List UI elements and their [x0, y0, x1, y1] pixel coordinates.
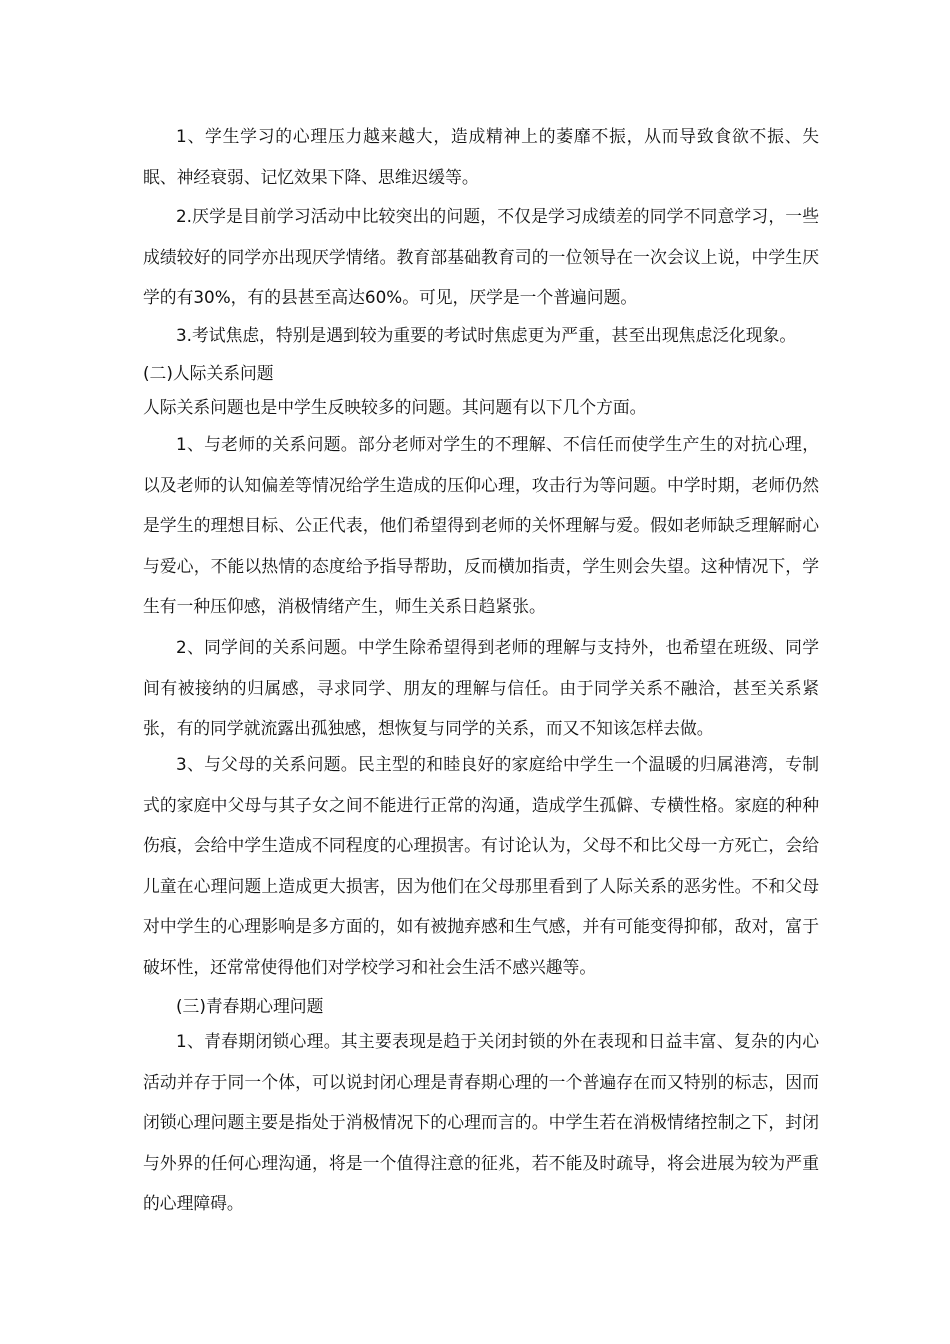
paragraph-adolescent-closure: 1、青春期闭锁心理。其主要表现是趋于关闭封锁的外在表现和日益丰富、复杂的内心活动并存于同一个体，可以说封闭心理是青春期心理的一个普遍存在而又特别的标志，因而闭锁心理问题主要是指处于消极情况下的心理而言的。中学生若在消极情绪控制之下，封闭与外界的任何心理沟通，将是一个值得注意的征兆，若不能及时疏导，将会进展为较为严重的心理障碍。	[143, 1031, 819, 1213]
paragraph-peer-relations: 2、同学间的关系问题。中学生除希望得到老师的理解与支持外，也希望在班级、同学间有被接纳的归属感，寻求同学、朋友的理解与信任。由于同学关系不融洽，甚至关系紧张，有的同学就流露出孤独感，想恢复与同学的关系，而又不知该怎样去做。	[143, 637, 819, 738]
paragraph-parent-relations: 3、与父母的关系问题。民主型的和睦良好的家庭给中学生一个温暖的归属港湾，专制式的家庭中父母与其子女之间不能进行正常的沟通，造成学生孤僻、专横性格。家庭的种种伤痕，会给中学生造成不同程度的心理损害。有讨论认为，父母不和比父母一方死亡，会给儿童在心理问题上造成更大损害，因为他们在父母那里看到了人际关系的恶劣性。不和父母对中学生的心理影响是多方面的，如有被抛弃感和生气感，并有可能变得抑郁，敌对，富于破坏性，还常常使得他们对学校学习和社会生活不感兴趣等。	[143, 754, 819, 977]
paragraph-exam-anxiety: 3.考试焦虑，特别是遇到较为重要的考试时焦虑更为严重，甚至出现焦虑泛化现象。	[176, 325, 797, 345]
paragraph-study-aversion: 2.厌学是目前学习活动中比较突出的问题，不仅是学习成绩差的同学不同意学习，一些成绩较好的同学亦出现厌学情绪。教育部基础教育司的一位领导在一次会议上说，中学生厌学的有30%，有的县甚至高达60%。可见，厌学是一个普遍问题。	[143, 206, 819, 307]
paragraph-teacher-relations: 1、与老师的关系问题。部分老师对学生的不理解、不信任而使学生产生的对抗心理，以及老师的认知偏差等情况给学生造成的压仰心理，攻击行为等问题。中学时期，老师仍然是学生的理想目标、公正代表，他们希望得到老师的关怀理解与爱。假如老师缺乏理解耐心与爱心，不能以热情的态度给予指导帮助，反而横加指责，学生则会失望。这种情况下，学生有一种压仰感，消极情绪产生，师生关系日趋紧张。	[143, 434, 819, 616]
section-heading-interpersonal: (二)人际关系问题	[143, 363, 274, 383]
section-heading-adolescence: (三)青春期心理问题	[176, 996, 324, 1016]
paragraph-interpersonal-intro: 人际关系问题也是中学生反映较多的问题。其问题有以下几个方面。	[143, 397, 647, 417]
paragraph-study-pressure: 1、学生学习的心理压力越来越大，造成精神上的萎靡不振，从而导致食欲不振、失眠、神经衰弱、记忆效果下降、思维迟缓等。	[143, 126, 819, 187]
